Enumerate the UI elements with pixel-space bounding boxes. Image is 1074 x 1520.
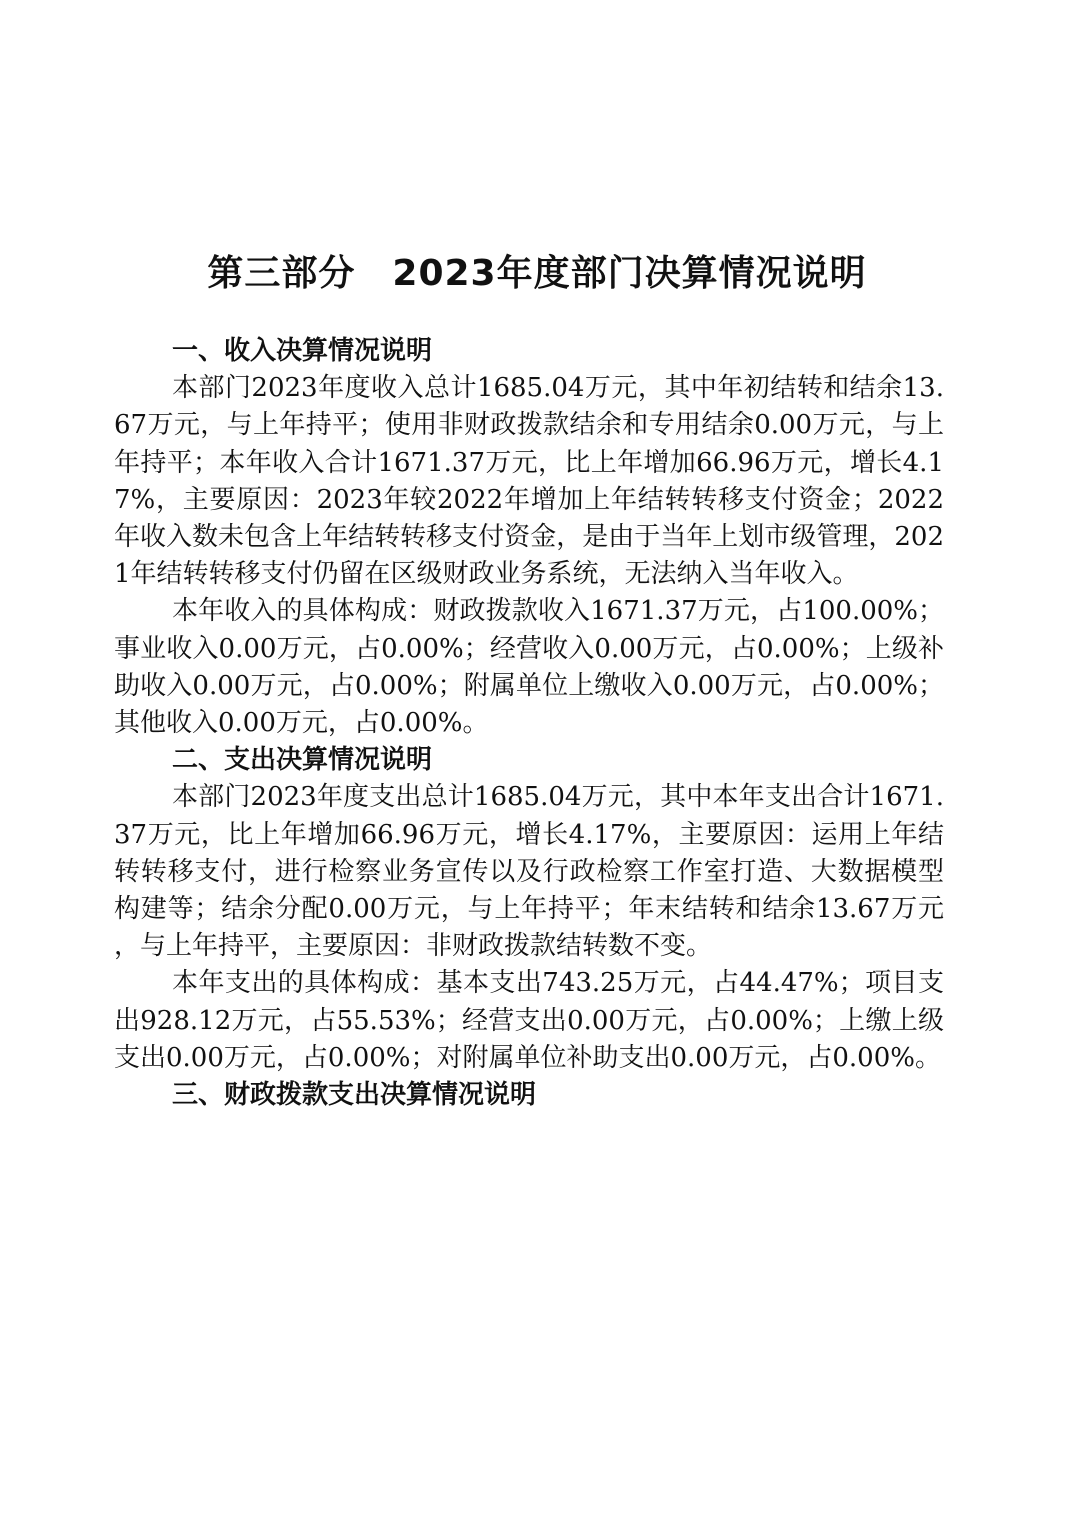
section-heading-income: 一、收入决算情况说明 — [172, 336, 433, 366]
page-title: 第三部分 2023年度部门决算情况说明 — [207, 253, 867, 294]
section-heading-fiscal-appropriation: 三、财政拨款支出决算情况说明 — [172, 1080, 537, 1111]
document-body — [114, 333, 944, 1114]
paragraph-expenditure-summary: 本部门2023年度支出总计1685.04万元，其中本年支出合计1671.37万元，比上年增加66.96万元，增长4.17%，主要原因：运用上年结转转移支付，进行检察业务宣传以及行政检察工作室打造、大数据模型构建等；结余分配0.00万元，与上年持平；年末结转和结余13.67万元，与上年持平，主要原因：非财政拨款结转数不变。 — [114, 782, 944, 962]
paragraph-expenditure-composition: 本年支出的具体构成：基本支出743.25万元，占44.47%；项目支出928.12万元，占55.53%；经营支出0.00万元，占0.00%；上缴上级支出0.00万元，占0.00%；对附属单位补助支出0.00万元，占0.00%。 — [114, 968, 944, 1073]
paragraph-income-summary: 本部门2023年度收入总计1685.04万元，其中年初结转和结余13.67万元，与上年持平；使用非财政拨款结余和专用结余0.00万元，与上年持平；本年收入合计1671.37万元，比上年增加66.96万元，增长4.17%，主要原因：2023年较2022年增加上年结转转移支付资金；2022年收入数未包含上年结转转移支付资金，是由于当年上划市级管理，2021年结转转移支付仍留在区级财政业务系统，无法纳入当年收入。 — [114, 373, 944, 590]
section-heading-expenditure: 二、支出决算情况说明 — [172, 745, 433, 776]
paragraph-income-composition: 本年收入的具体构成：财政拨款收入1671.37万元，占100.00%；事业收入0.00万元，占0.00%；经营收入0.00万元，占0.00%；上级补助收入0.00万元，占0.00%；附属单位上缴收入0.00万元，占0.00%；其他收入0.00万元，占0.00%。 — [114, 596, 944, 739]
